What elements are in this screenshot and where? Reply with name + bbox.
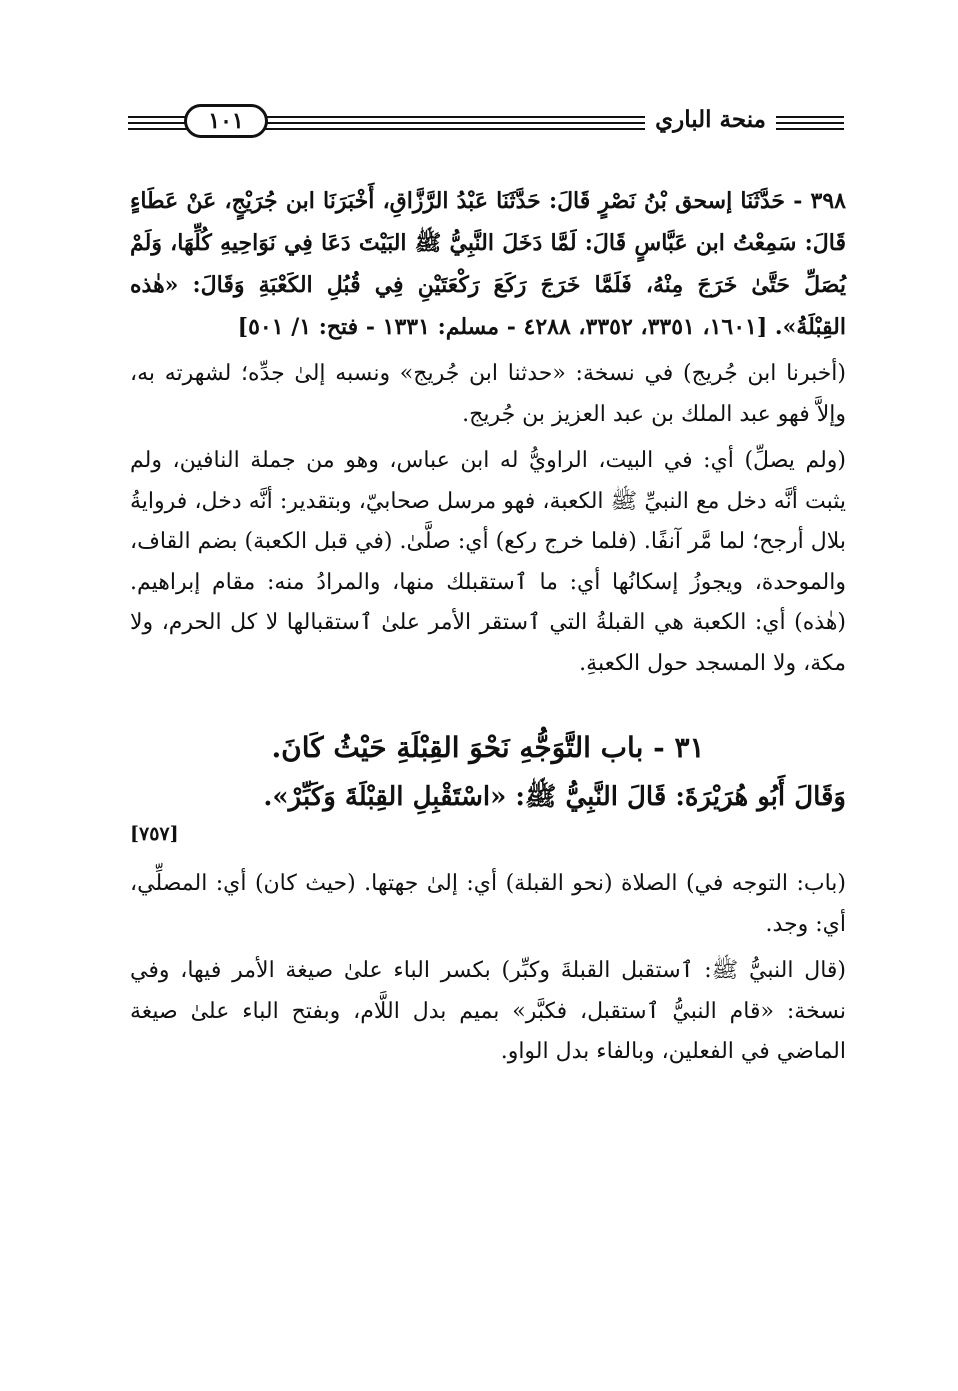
commentary-paragraph: (أخبرنا ابن جُريج) في نسخة: «حدثنا ابن جُريج» ونسبه إلىٰ جدِّه؛ لشهرته به، وإلاَّ فهو عبد الملك بن عبد العزيز بن جُريج. — [130, 361, 846, 427]
book-title: منحة الباري — [645, 106, 776, 133]
commentary-paragraph: (ولم يصلِّ) أي: في البيت، الراويُّ له ابن عباس، وهو من جملة النافين، ولم يثبت أنَّه دخل مع النبيِّ ﷺ الكعبة، فهو مرسل صحابيّ، وبتقدير: أنَّه دخل، فروايةُ بلال أرجح؛ لما مَّر آنفًا. (فلما خرج ركع) أي: صلَّىٰ. (في قبل الكعبة) بضم القاف، والموحدة، ويجوزُ إسكانُها أي: ما ٱستقبلك منها، والمرادُ منه: مقام إبراهيم. (هٰذه) أي: الكعبة هي القبلةُ التي ٱستقر الأمر علىٰ ٱستقبالها لا كل الحرم، ولا مكة، ولا المسجد حول الكعبةِ. — [130, 448, 846, 676]
page-body — [130, 180, 846, 1073]
chapter-quote: وَقَالَ أَبُو هُرَيْرَةَ: قَالَ النَّبِيُّ ﷺ: «اسْتَقْبِلِ القِبْلَةَ وَكَبِّرْ». — [263, 782, 846, 812]
commentary-paragraph: (باب: التوجه في) الصلاة (نحو القبلة) أي: إلىٰ جهتها. (حيث كان) أي: المصلِّي، أي: وجد. — [130, 871, 846, 937]
page-number: ١٠١ — [184, 104, 268, 138]
page-header — [128, 100, 844, 144]
chapter-reference: [٧٥٧] — [130, 823, 179, 845]
hadith-text: ٣٩٨ - حَدَّثَنَا إسحق بْنُ نَصْرٍ قَالَ: حَدَّثَنَا عَبْدُ الرَّزَّاقِ، أَخْبَرَنَا ابن جُرَيْجٍ، عَنْ عَطَاءٍ قَالَ: سَمِعْتُ ابن عَبَّاسٍ قَالَ: لَمَّا دَخَلَ النَّبِيُّ ﷺ البَيْتَ دَعَا فِي نَوَاحِيهِ كُلِّهَا، وَلَمْ يُصَلِّ حَتَّىٰ خَرَجَ مِنْهُ، فَلَمَّا خَرَجَ رَكَعَ رَكْعَتَيْنِ فِي قُبُلِ الكَعْبَةِ وَقَالَ: «هٰذه القِبْلَةُ». [١٦٠١، ٣٣٥١، ٣٣٥٢، ٤٢٨٨ - مسلم: ١٣٣١ - فتح: ١/ ٥٠١] — [130, 188, 846, 340]
commentary-paragraph: (قال النبيُّ ﷺ: ٱستقبل القبلةَ وكبِّر) بكسر الباء علىٰ صيغة الأمر فيها، وفي نسخة: «قام النبيُّ ٱستقبل، فكبَّر» بميم بدل اللَّام، وبفتح الباء علىٰ صيغة الماضي في الفعلين، وبالفاء بدل الواو. — [130, 958, 846, 1064]
chapter-title: ٣١ - باب التَّوَجُّهِ نَحْوَ القِبْلَةِ حَيْثُ كَانَ. — [271, 731, 705, 764]
spacer — [130, 848, 846, 858]
